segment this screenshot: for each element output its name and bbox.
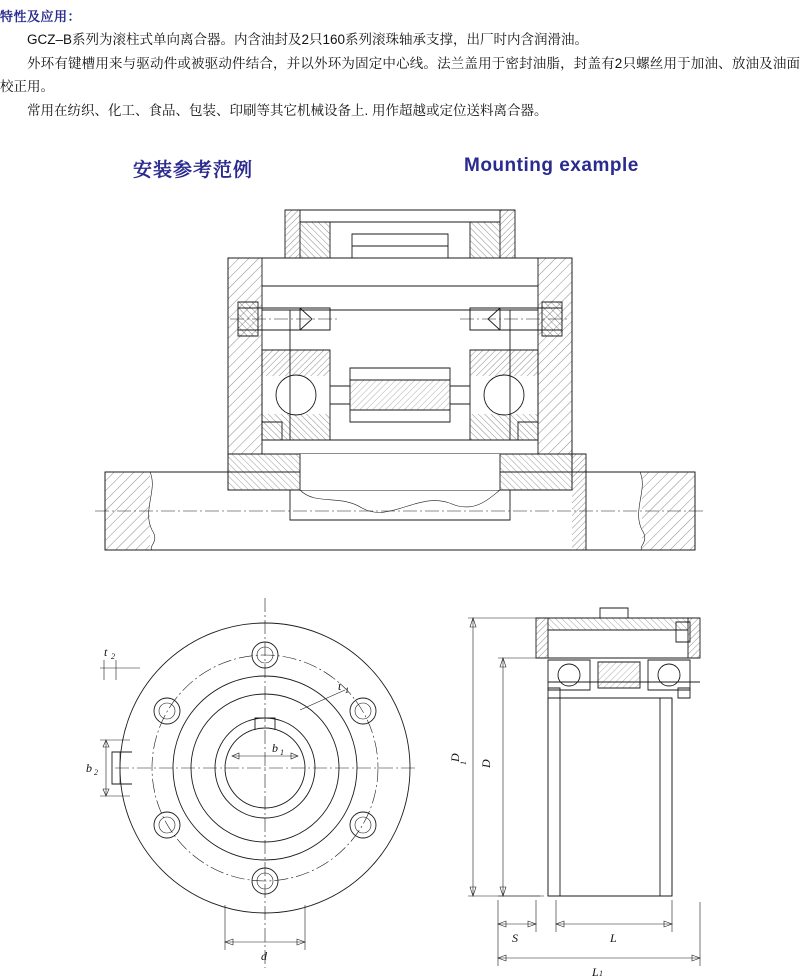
bolt-right bbox=[460, 302, 570, 336]
front-view-drawing bbox=[86, 598, 415, 968]
mounting-example-titles bbox=[0, 155, 800, 189]
section-heading: 特性及应用： bbox=[0, 9, 82, 24]
label-D1-sub: 1 bbox=[459, 761, 468, 765]
paragraph-2: 外环有键槽用来与驱动件或被驱动件结合，并以外环为固定中心线。法兰盖用于密封油脂，封盖有2只螺丝用于加油、放油及油面校正用。 bbox=[0, 56, 800, 94]
label-t2-sub: 2 bbox=[111, 652, 115, 661]
label-L1-sub: 1 bbox=[599, 969, 603, 977]
label-b1-sub: 1 bbox=[280, 748, 284, 757]
dimension-L bbox=[556, 900, 672, 945]
title-english: Mounting example bbox=[464, 155, 639, 176]
dimension-S bbox=[498, 900, 536, 945]
dimension-D bbox=[479, 658, 544, 896]
label-b2-sub: 2 bbox=[94, 768, 98, 777]
roller-cage bbox=[330, 368, 470, 422]
bolt-left bbox=[230, 302, 340, 336]
title-chinese: 安装参考范例 bbox=[133, 160, 254, 181]
assembly-drawing bbox=[95, 210, 705, 550]
dimension-t1 bbox=[300, 679, 349, 710]
dimension-t2 bbox=[100, 645, 140, 680]
description-text-block bbox=[0, 0, 800, 124]
label-L: L bbox=[610, 931, 617, 945]
label-b1: b bbox=[272, 741, 278, 755]
label-t2: t bbox=[104, 645, 108, 659]
dimension-D1 bbox=[448, 618, 540, 896]
label-t1: t bbox=[338, 679, 342, 693]
label-S: S bbox=[512, 931, 518, 945]
side-section-drawing bbox=[448, 608, 700, 977]
clutch-housing bbox=[228, 210, 586, 550]
label-L1: L bbox=[592, 965, 599, 977]
label-D1: D bbox=[448, 753, 462, 762]
paragraph-3: 常用在纺织、化工、食品、包装、印刷等其它机械设备上. 用作超越或定位送料离合器。 bbox=[27, 102, 548, 118]
label-D: D bbox=[479, 759, 493, 768]
bearing-left bbox=[262, 350, 330, 440]
bearing-right bbox=[470, 350, 538, 440]
side-bearings bbox=[548, 660, 690, 698]
dimension-L1 bbox=[498, 902, 700, 977]
label-b2: b bbox=[86, 761, 92, 775]
label-d: d bbox=[261, 949, 267, 963]
label-t1-sub: 1 bbox=[345, 686, 349, 695]
technical-drawings bbox=[0, 190, 800, 977]
paragraph-1: GCZ–B系列为滚柱式单向离合器。内含油封及2只160系列滚珠轴承支撑，出厂时内含润滑油。 bbox=[27, 32, 589, 47]
